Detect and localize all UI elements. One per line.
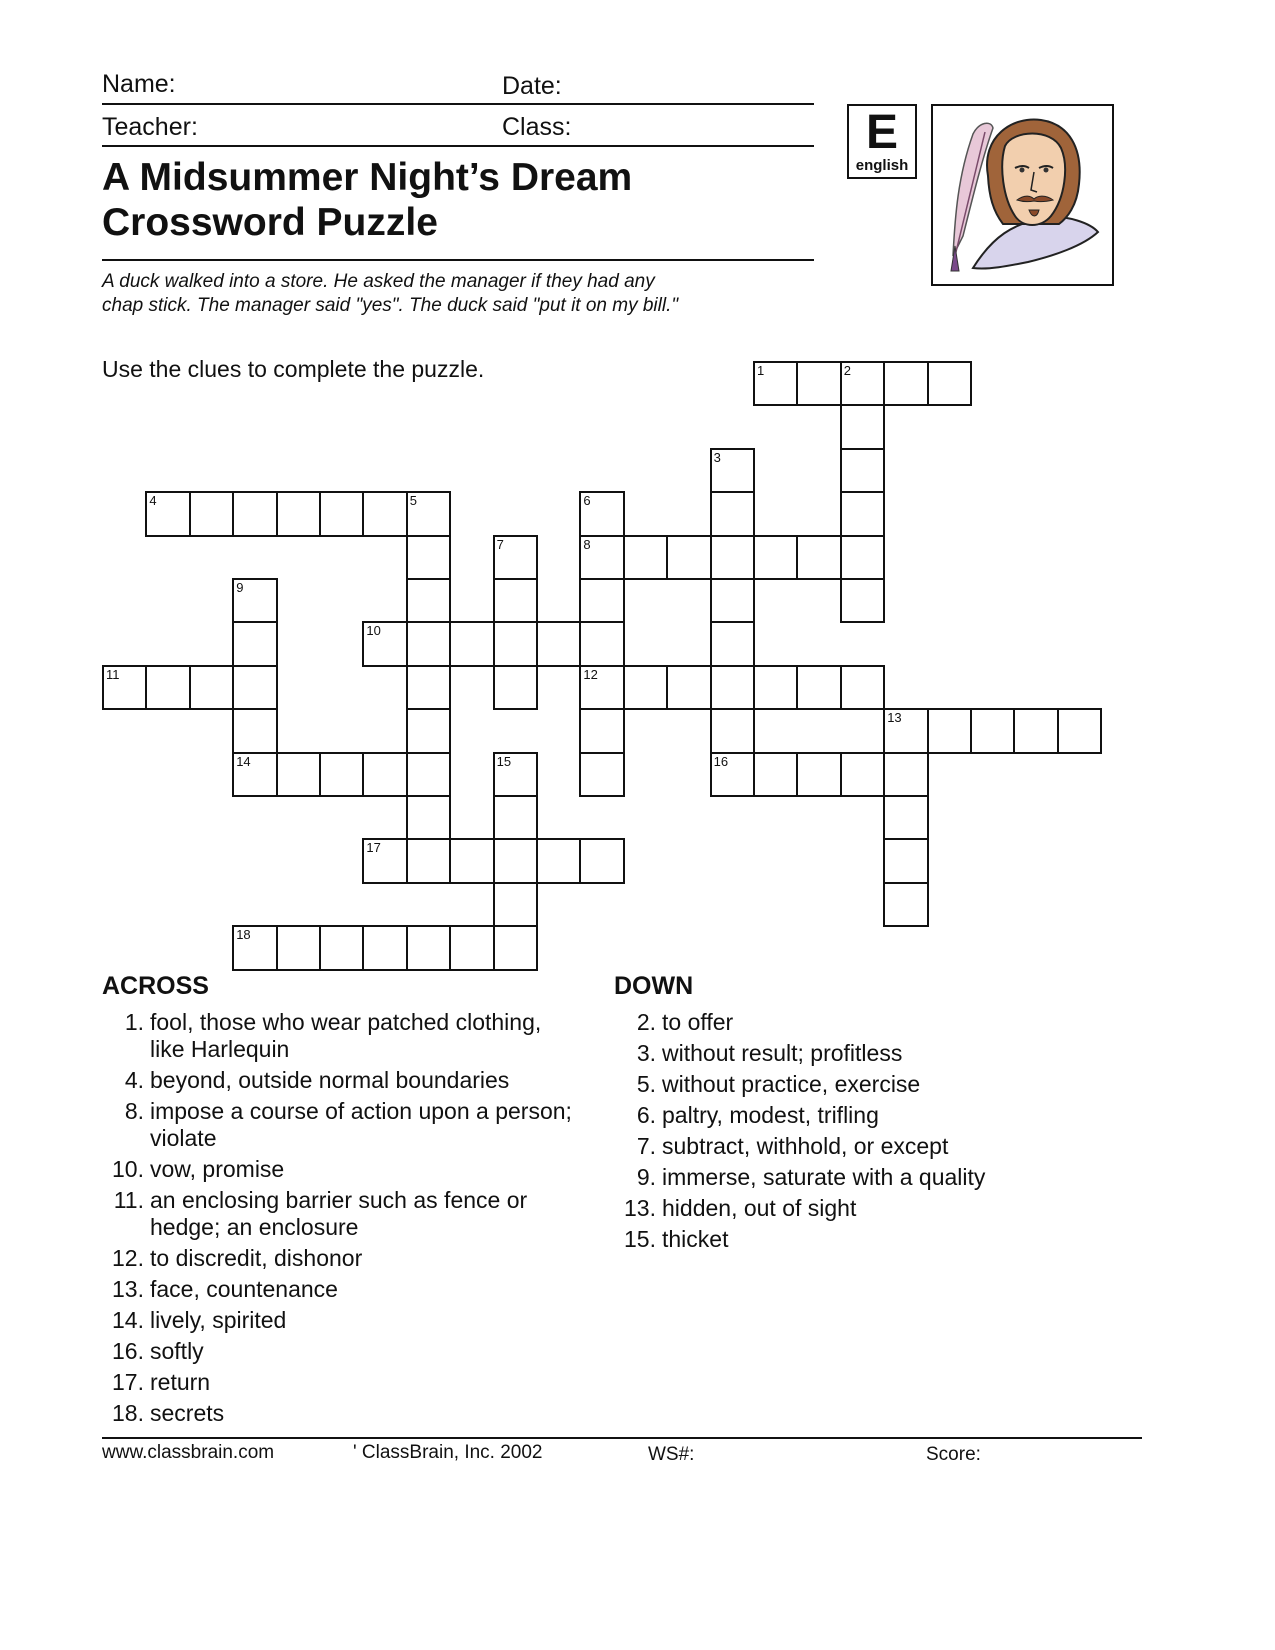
crossword-cell[interactable] <box>406 752 451 797</box>
crossword-cell[interactable] <box>710 535 755 580</box>
crossword-cell[interactable] <box>493 925 538 970</box>
crossword-cell[interactable] <box>493 795 538 840</box>
crossword-cell[interactable] <box>232 752 277 797</box>
across-clue <box>102 1398 572 1429</box>
down-clue <box>614 1162 1064 1193</box>
clue-number: 1 <box>757 363 765 378</box>
crossword-cell[interactable] <box>710 621 755 666</box>
clue-number: 7 <box>496 536 504 552</box>
across-clue <box>102 1185 572 1243</box>
across-clue <box>102 1007 572 1065</box>
crossword-cell[interactable] <box>406 621 451 666</box>
footer-copyright: ' ClassBrain, Inc. 2002 <box>353 1442 543 1463</box>
crossword-cell[interactable] <box>840 361 885 406</box>
crossword-cell[interactable] <box>493 578 538 623</box>
joke-text: A duck walked into a store. He asked the manager if they had any chap stick. The manager said "yes". The duck said "put it on my bill." <box>102 271 679 316</box>
clue-number: 14 <box>236 753 251 769</box>
across-clue <box>102 1336 572 1367</box>
across-clue <box>102 1243 572 1274</box>
crossword-cell[interactable] <box>102 665 147 710</box>
clue-number: 12 <box>583 666 598 682</box>
crossword-cell[interactable] <box>232 578 277 623</box>
crossword-cell[interactable] <box>362 752 407 797</box>
instructions: Use the clues to complete the puzzle. <box>102 356 485 382</box>
crossword-cell[interactable] <box>883 838 928 883</box>
crossword-cell[interactable] <box>406 491 451 536</box>
crossword-cell[interactable] <box>840 578 885 623</box>
crossword-cell[interactable] <box>449 925 494 970</box>
clue-number: 16 <box>713 753 729 769</box>
clue-number: 1. <box>124 1009 144 1035</box>
clue-text: an enclosing barrier such as fence or hedge; an enclosure <box>150 1187 528 1240</box>
clue-number: 11. <box>113 1187 144 1213</box>
crossword-cell[interactable] <box>710 578 755 623</box>
crossword-cell[interactable] <box>406 578 451 623</box>
crossword-cell[interactable] <box>189 491 234 536</box>
clue-text: impose a course of action upon a person; violate <box>150 1098 572 1151</box>
crossword-cell[interactable] <box>883 752 928 797</box>
crossword-cell[interactable] <box>449 838 494 883</box>
crossword-cell[interactable] <box>796 752 841 797</box>
clue-number: 13 <box>887 710 902 726</box>
crossword-cell[interactable] <box>276 925 321 970</box>
crossword-cell[interactable] <box>883 882 928 927</box>
down-clue <box>614 1224 1064 1255</box>
clue-text: return <box>150 1369 211 1395</box>
crossword-cell[interactable] <box>623 665 668 710</box>
crossword-cell[interactable] <box>406 535 451 580</box>
crossword-cell[interactable] <box>493 535 538 580</box>
crossword-cell[interactable] <box>579 621 624 666</box>
crossword-cell[interactable] <box>493 838 538 883</box>
down-clue <box>614 1007 1064 1038</box>
across-clue <box>102 1065 572 1096</box>
footer-rule <box>102 1437 1142 1439</box>
clue-text: beyond, outside normal boundaries <box>150 1067 510 1093</box>
crossword-cell[interactable] <box>710 752 755 797</box>
crossword-cell[interactable] <box>579 491 624 536</box>
crossword-cell[interactable] <box>970 708 1015 753</box>
clue-number: 6 <box>583 493 591 509</box>
across-heading: ACROSS <box>102 972 209 1000</box>
clue-number: 10 <box>366 623 381 639</box>
logo-subject: english <box>855 157 909 174</box>
shakespeare-portrait-icon <box>931 104 1114 286</box>
crossword-cell[interactable] <box>493 882 538 927</box>
clue-number: 4 <box>149 493 157 509</box>
clue-number: 15 <box>496 753 512 769</box>
clue-number: 12. <box>112 1245 144 1271</box>
clue-number: 13. <box>112 1276 144 1302</box>
crossword-cell[interactable] <box>406 795 451 840</box>
crossword-cell[interactable] <box>579 665 624 710</box>
down-clue <box>614 1069 1064 1100</box>
clue-number: 4. <box>124 1067 144 1093</box>
name-date-rule <box>102 103 814 105</box>
across-section <box>102 972 572 1429</box>
crossword-cell[interactable] <box>796 535 841 580</box>
title-line-1: A Midsummer Night’s Dream <box>102 156 633 199</box>
clue-text: subtract, withhold, or except <box>662 1133 949 1159</box>
clue-number: 17 <box>366 840 381 856</box>
crossword-cell[interactable] <box>927 708 972 753</box>
clue-number: 10. <box>112 1156 144 1182</box>
across-clue <box>102 1274 572 1305</box>
crossword-cell[interactable] <box>796 361 841 406</box>
clue-text: paltry, modest, trifling <box>662 1102 879 1128</box>
clue-number: 6. <box>636 1102 656 1128</box>
crossword-cell[interactable] <box>189 665 234 710</box>
crossword-cell[interactable] <box>232 708 277 753</box>
crossword-cell[interactable] <box>840 491 885 536</box>
across-clue <box>102 1096 572 1154</box>
crossword-cell[interactable] <box>536 838 581 883</box>
clue-number: 9 <box>236 580 244 595</box>
crossword-cell[interactable] <box>232 925 277 970</box>
crossword-cell[interactable] <box>1013 708 1058 753</box>
clue-text: to discredit, dishonor <box>150 1245 363 1271</box>
crossword-cell[interactable] <box>406 925 451 970</box>
crossword-cell[interactable] <box>493 621 538 666</box>
crossword-cell[interactable] <box>840 448 885 493</box>
across-clue-list <box>102 1007 572 1429</box>
crossword-cell[interactable] <box>276 752 321 797</box>
crossword-cell[interactable] <box>883 708 928 753</box>
clue-number: 9. <box>636 1164 656 1190</box>
english-subject-logo <box>847 104 917 179</box>
clue-number: 13. <box>624 1195 656 1221</box>
down-heading: DOWN <box>614 972 694 1000</box>
crossword-cell[interactable] <box>710 448 755 493</box>
crossword-cell[interactable] <box>145 665 190 710</box>
clue-number: 2 <box>843 363 852 378</box>
clue-text: hidden, out of sight <box>662 1195 857 1221</box>
crossword-cell[interactable] <box>579 752 624 797</box>
clue-text: vow, promise <box>150 1156 285 1182</box>
across-clue <box>102 1367 572 1398</box>
clue-number: 3. <box>636 1040 656 1066</box>
crossword-cell[interactable] <box>362 491 407 536</box>
clue-text: fool, those who wear patched clothing, like Harlequin <box>150 1009 542 1062</box>
crossword-cell[interactable] <box>579 838 624 883</box>
teacher-class-rule <box>102 145 814 147</box>
clue-text: lively, spirited <box>150 1307 287 1333</box>
clue-text: without practice, exercise <box>662 1071 921 1097</box>
down-section <box>614 972 1064 1255</box>
crossword-cell[interactable] <box>710 665 755 710</box>
crossword-cell[interactable] <box>406 665 451 710</box>
class-label: Class: <box>502 113 572 141</box>
title-rule <box>102 259 814 261</box>
crossword-cell[interactable] <box>232 665 277 710</box>
clue-text: thicket <box>662 1226 729 1252</box>
crossword-cell[interactable] <box>1057 708 1102 753</box>
page-title <box>102 155 632 245</box>
clue-text: to offer <box>662 1009 734 1035</box>
clue-number: 5. <box>636 1071 656 1097</box>
clue-number: 8. <box>124 1098 144 1124</box>
clue-text: without result; profitless <box>662 1040 903 1066</box>
crossword-cell[interactable] <box>493 665 538 710</box>
down-clue <box>614 1100 1064 1131</box>
crossword-cell[interactable] <box>623 535 668 580</box>
down-clue <box>614 1038 1064 1069</box>
crossword-cell[interactable] <box>232 491 277 536</box>
clue-number: 18 <box>236 927 251 943</box>
clue-text: face, countenance <box>150 1276 338 1302</box>
crossword-cell[interactable] <box>710 491 755 536</box>
clue-number: 11 <box>106 666 120 682</box>
across-clue <box>102 1154 572 1185</box>
crossword-cell[interactable] <box>927 361 972 406</box>
crossword-cell[interactable] <box>276 491 321 536</box>
clue-number: 8 <box>583 536 591 552</box>
title-line-2: Crossword Puzzle <box>102 201 438 244</box>
clue-number: 17. <box>112 1369 144 1395</box>
crossword-cell[interactable] <box>840 404 885 449</box>
crossword-cell[interactable] <box>449 621 494 666</box>
clue-text: secrets <box>150 1400 225 1426</box>
crossword-cell[interactable] <box>840 752 885 797</box>
crossword-cell[interactable] <box>579 578 624 623</box>
crossword-cell[interactable] <box>493 752 538 797</box>
crossword-cell[interactable] <box>362 925 407 970</box>
crossword-cell[interactable] <box>840 665 885 710</box>
clue-number: 14. <box>112 1307 144 1333</box>
down-clue-list <box>614 1007 1064 1255</box>
footer-website: www.classbrain.com <box>102 1442 275 1463</box>
crossword-cell[interactable] <box>753 535 798 580</box>
crossword-cell[interactable] <box>406 838 451 883</box>
clue-number: 2. <box>636 1009 656 1035</box>
clue-number: 18. <box>112 1400 144 1426</box>
clue-number: 3 <box>713 449 721 465</box>
crossword-cell[interactable] <box>536 621 581 666</box>
crossword-cell[interactable] <box>666 535 711 580</box>
clue-number: 15. <box>624 1226 656 1252</box>
crossword-cell[interactable] <box>753 752 798 797</box>
crossword-cell[interactable] <box>362 838 407 883</box>
clue-number: 16. <box>112 1338 144 1364</box>
footer-ws-label: WS#: <box>648 1444 695 1465</box>
crossword-cell[interactable] <box>319 491 364 536</box>
down-clue <box>614 1131 1064 1162</box>
crossword-cell[interactable] <box>883 361 928 406</box>
date-label: Date: <box>502 72 562 100</box>
crossword-cell[interactable] <box>319 925 364 970</box>
crossword-cell[interactable] <box>145 491 190 536</box>
crossword-cell[interactable] <box>319 752 364 797</box>
shakespeare-portrait-svg <box>933 106 1112 284</box>
logo-letter: E <box>865 106 898 159</box>
across-clue <box>102 1305 572 1336</box>
crossword-cell[interactable] <box>753 361 798 406</box>
crossword-cell[interactable] <box>666 665 711 710</box>
crossword-cell[interactable] <box>883 795 928 840</box>
clue-text: softly <box>150 1338 204 1364</box>
crossword-cell[interactable] <box>840 535 885 580</box>
crossword-cell[interactable] <box>710 708 755 753</box>
crossword-cell[interactable] <box>232 621 277 666</box>
clue-number: 7. <box>636 1133 656 1159</box>
down-clue <box>614 1193 1064 1224</box>
footer-score-label: Score: <box>926 1444 981 1465</box>
teacher-label: Teacher: <box>102 113 198 141</box>
crossword-cell[interactable] <box>362 621 407 666</box>
crossword-cell[interactable] <box>579 535 624 580</box>
crossword-cell[interactable] <box>753 665 798 710</box>
clue-number: 5 <box>409 493 418 509</box>
name-label: Name: <box>102 70 176 98</box>
clue-text: immerse, saturate with a quality <box>662 1164 986 1190</box>
crossword-cell[interactable] <box>406 708 451 753</box>
crossword-cell[interactable] <box>796 665 841 710</box>
crossword-cell[interactable] <box>579 708 624 753</box>
